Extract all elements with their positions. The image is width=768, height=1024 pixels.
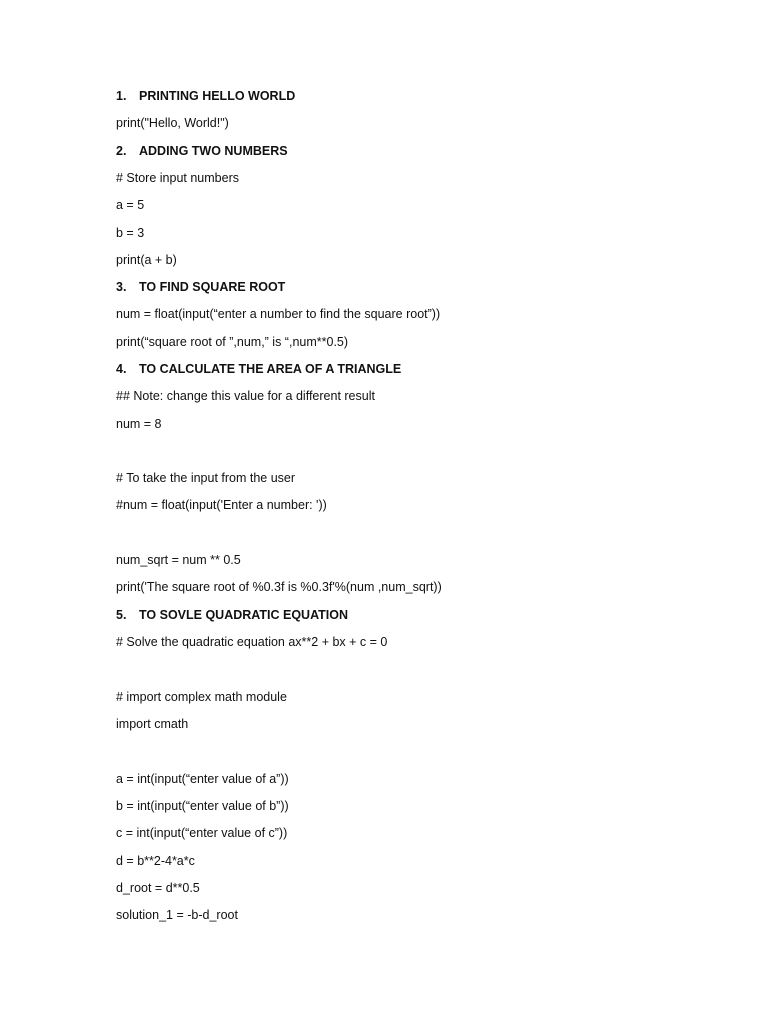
- code-line: ## Note: change this value for a different result: [116, 389, 375, 403]
- code-line: c = int(input(“enter value of c”)): [116, 826, 288, 840]
- code-line: num = 8: [116, 417, 162, 431]
- section-heading-5: [116, 607, 348, 623]
- section-number: 2.: [116, 144, 127, 158]
- code-line: print("Hello, World!"): [116, 116, 229, 130]
- section-title: TO CALCULATE THE AREA OF A TRIANGLE: [139, 362, 402, 376]
- code-line: # import complex math module: [116, 690, 287, 704]
- code-line: print('The square root of %0.3f is %0.3f'%(num ,num_sqrt)): [116, 580, 442, 594]
- code-line: b = 3: [116, 226, 145, 240]
- code-line: d = b**2-4*a*c: [116, 854, 195, 868]
- section-title: TO FIND SQUARE ROOT: [139, 280, 286, 294]
- code-line: d_root = d**0.5: [116, 881, 200, 895]
- code-line: #num = float(input('Enter a number: ')): [116, 498, 327, 512]
- code-line: solution_1 = -b-d_root: [116, 908, 238, 922]
- code-line: print(“square root of ”,num,” is “,num**0.5): [116, 335, 349, 349]
- code-line: b = int(input(“enter value of b”)): [116, 799, 289, 813]
- section-heading-3: [116, 279, 285, 295]
- code-line: a = int(input(“enter value of a”)): [116, 772, 289, 786]
- section-title: ADDING TWO NUMBERS: [139, 144, 288, 158]
- section-title: PRINTING HELLO WORLD: [139, 89, 296, 103]
- section-heading-2: [116, 143, 288, 159]
- code-line: # To take the input from the user: [116, 471, 296, 485]
- section-number: 5.: [116, 608, 127, 622]
- code-line: import cmath: [116, 717, 189, 731]
- section-number: 1.: [116, 89, 127, 103]
- code-line: num_sqrt = num ** 0.5: [116, 553, 241, 567]
- section-heading-1: [116, 88, 295, 104]
- code-line: a = 5: [116, 198, 145, 212]
- code-line: num = float(input(“enter a number to find the square root”)): [116, 307, 441, 321]
- section-heading-4: [116, 361, 401, 377]
- code-line: # Solve the quadratic equation ax**2 + bx + c = 0: [116, 635, 388, 649]
- section-number: 3.: [116, 280, 127, 294]
- section-number: 4.: [116, 362, 127, 376]
- section-title: TO SOVLE QUADRATIC EQUATION: [139, 608, 349, 622]
- code-line: # Store input numbers: [116, 171, 239, 185]
- code-line: print(a + b): [116, 253, 177, 267]
